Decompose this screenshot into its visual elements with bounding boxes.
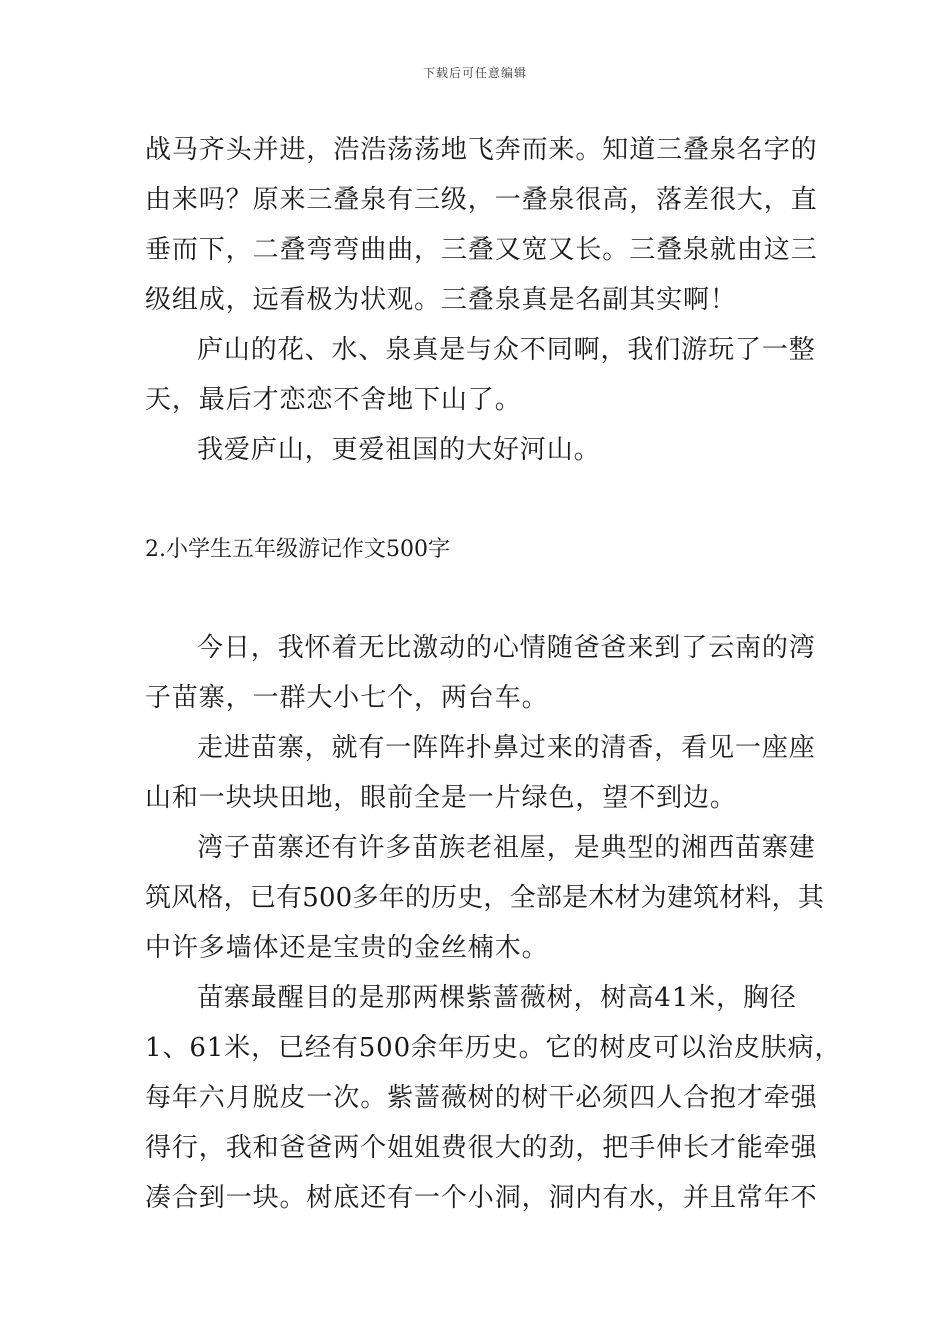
paragraph-line: 今日，我怀着无比激动的心情随爸爸来到了云南的湾 [197,633,816,663]
paragraph-line: 得行，我和爸爸两个姐姐费很大的劲，把手伸长才能牵强 [145,1133,818,1163]
paragraph-line: 1、61米，已经有500余年历史。它的树皮可以治皮肤病， [145,1033,842,1063]
paragraph-line: 湾子苗寨还有许多苗族老祖屋，是典型的湘西苗寨建 [197,833,816,863]
paragraph-line: 走进苗寨，就有一阵阵扑鼻过来的清香，看见一座座 [197,733,816,763]
paragraph-line: 级组成，远看极为状观。三叠泉真是名副其实啊！ [145,285,737,315]
paragraph-line: 垂而下，二叠弯弯曲曲，三叠又宽又长。三叠泉就由这三 [145,235,818,265]
page-header: 下载后可任意编辑 [422,66,527,80]
paragraph-line: 凑合到一块。树底还有一个小洞，洞内有水，并且常年不 [145,1183,818,1213]
paragraph-line: 筑风格，已有500多年的历史，全部是木材为建筑材料，其 [145,883,825,913]
paragraph-line: 由来吗？原来三叠泉有三级，一叠泉很高，落差很大，直 [145,185,818,215]
paragraph-line: 子苗寨，一群大小七个，两台车。 [145,683,549,713]
section-title: 2.小学生五年级游记作文500字 [145,537,450,562]
paragraph-line: 天，最后才恋恋不舍地下山了。 [145,385,522,415]
paragraph-line: 山和一块块田地，眼前全是一片绿色，望不到边。 [145,783,737,813]
paragraph-line: 每年六月脱皮一次。紫蔷薇树的树干必须四人合抱才牵强 [145,1083,818,1113]
paragraph-line: 中许多墙体还是宝贵的金丝楠木。 [145,933,549,963]
paragraph-line: 我爱庐山，更爱祖国的大好河山。 [197,435,601,465]
paragraph-line: 战马齐头并进，浩浩荡荡地飞奔而来。知道三叠泉名字的 [145,135,818,165]
paragraph-line: 苗寨最醒目的是那两棵紫蔷薇树，树高41米，胸径 [197,983,797,1013]
paragraph-line: 庐山的花、水、泉真是与众不同啊，我们游玩了一整 [197,335,816,365]
